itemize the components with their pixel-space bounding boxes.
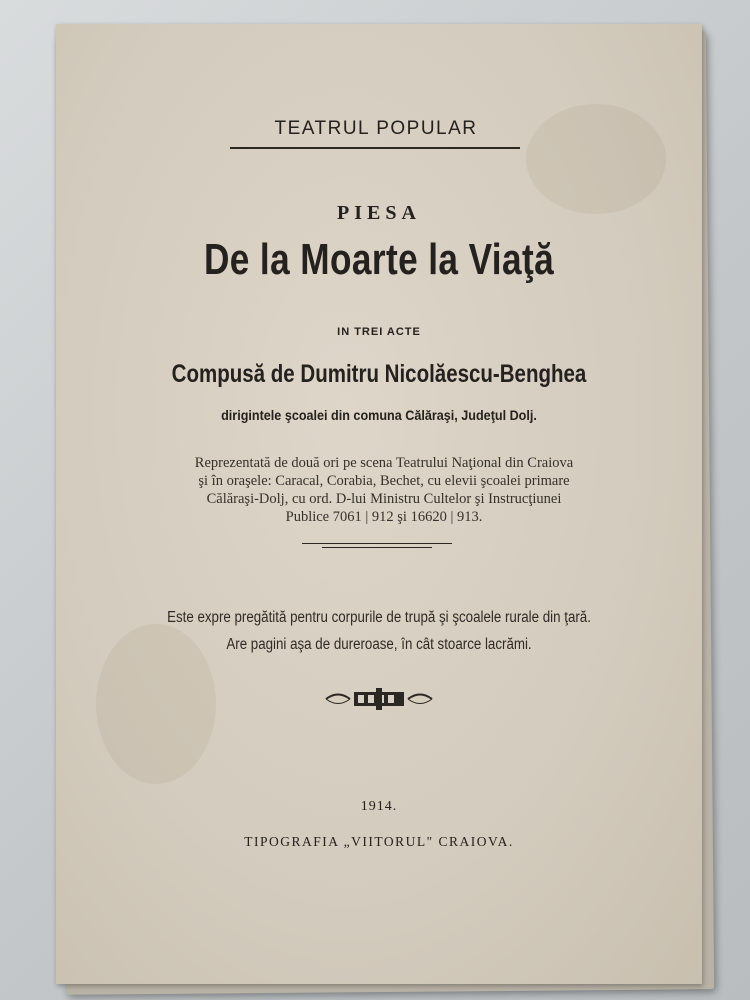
acts-label: IN TREI ACTE xyxy=(337,326,421,338)
title-page xyxy=(56,24,702,984)
author-line: Compusă de Dumitru Nicolăescu-Benghea xyxy=(171,360,587,388)
printer-name: TIPOGRAFIA „VIITORUL" CRAIOVA. xyxy=(244,834,514,849)
publication-year: 1914. xyxy=(360,799,398,814)
promo-line: Are pagini aşa de dureroase, în cât stoarce lacrămi. xyxy=(226,636,532,653)
series-title: TEATRUL POPULAR xyxy=(274,118,478,139)
promo-text xyxy=(56,604,702,658)
representation-line: Reprezentată de două ori pe scena Teatrului Naţional din Craiova xyxy=(194,455,574,471)
play-title: De la Moarte la Viaţă xyxy=(203,235,555,284)
representation-line: Publice 7061 | 912 şi 16620 | 913. xyxy=(285,509,483,525)
author-role: dirigintele şcoalei din comuna Călăraşi, Judeţul Dolj. xyxy=(221,407,537,423)
section-divider xyxy=(302,543,452,549)
paper-stain xyxy=(526,104,666,214)
series-underline xyxy=(230,147,520,149)
representation-line: şi în oraşele: Caracal, Corabia, Bechet, cu elevii şcoalei primare xyxy=(198,473,570,489)
genre-label: PIESA xyxy=(337,202,421,224)
promo-line: Este expre pregătită pentru corpurile de trupă şi şcoalele rurale din ţară. xyxy=(167,609,591,626)
representation-line: Călăraşi-Dolj, cu ord. D-lui Ministru Cultelor şi Instrucţiunei xyxy=(206,491,562,507)
representation-note xyxy=(164,454,604,526)
printer-ornament-icon xyxy=(324,688,434,710)
